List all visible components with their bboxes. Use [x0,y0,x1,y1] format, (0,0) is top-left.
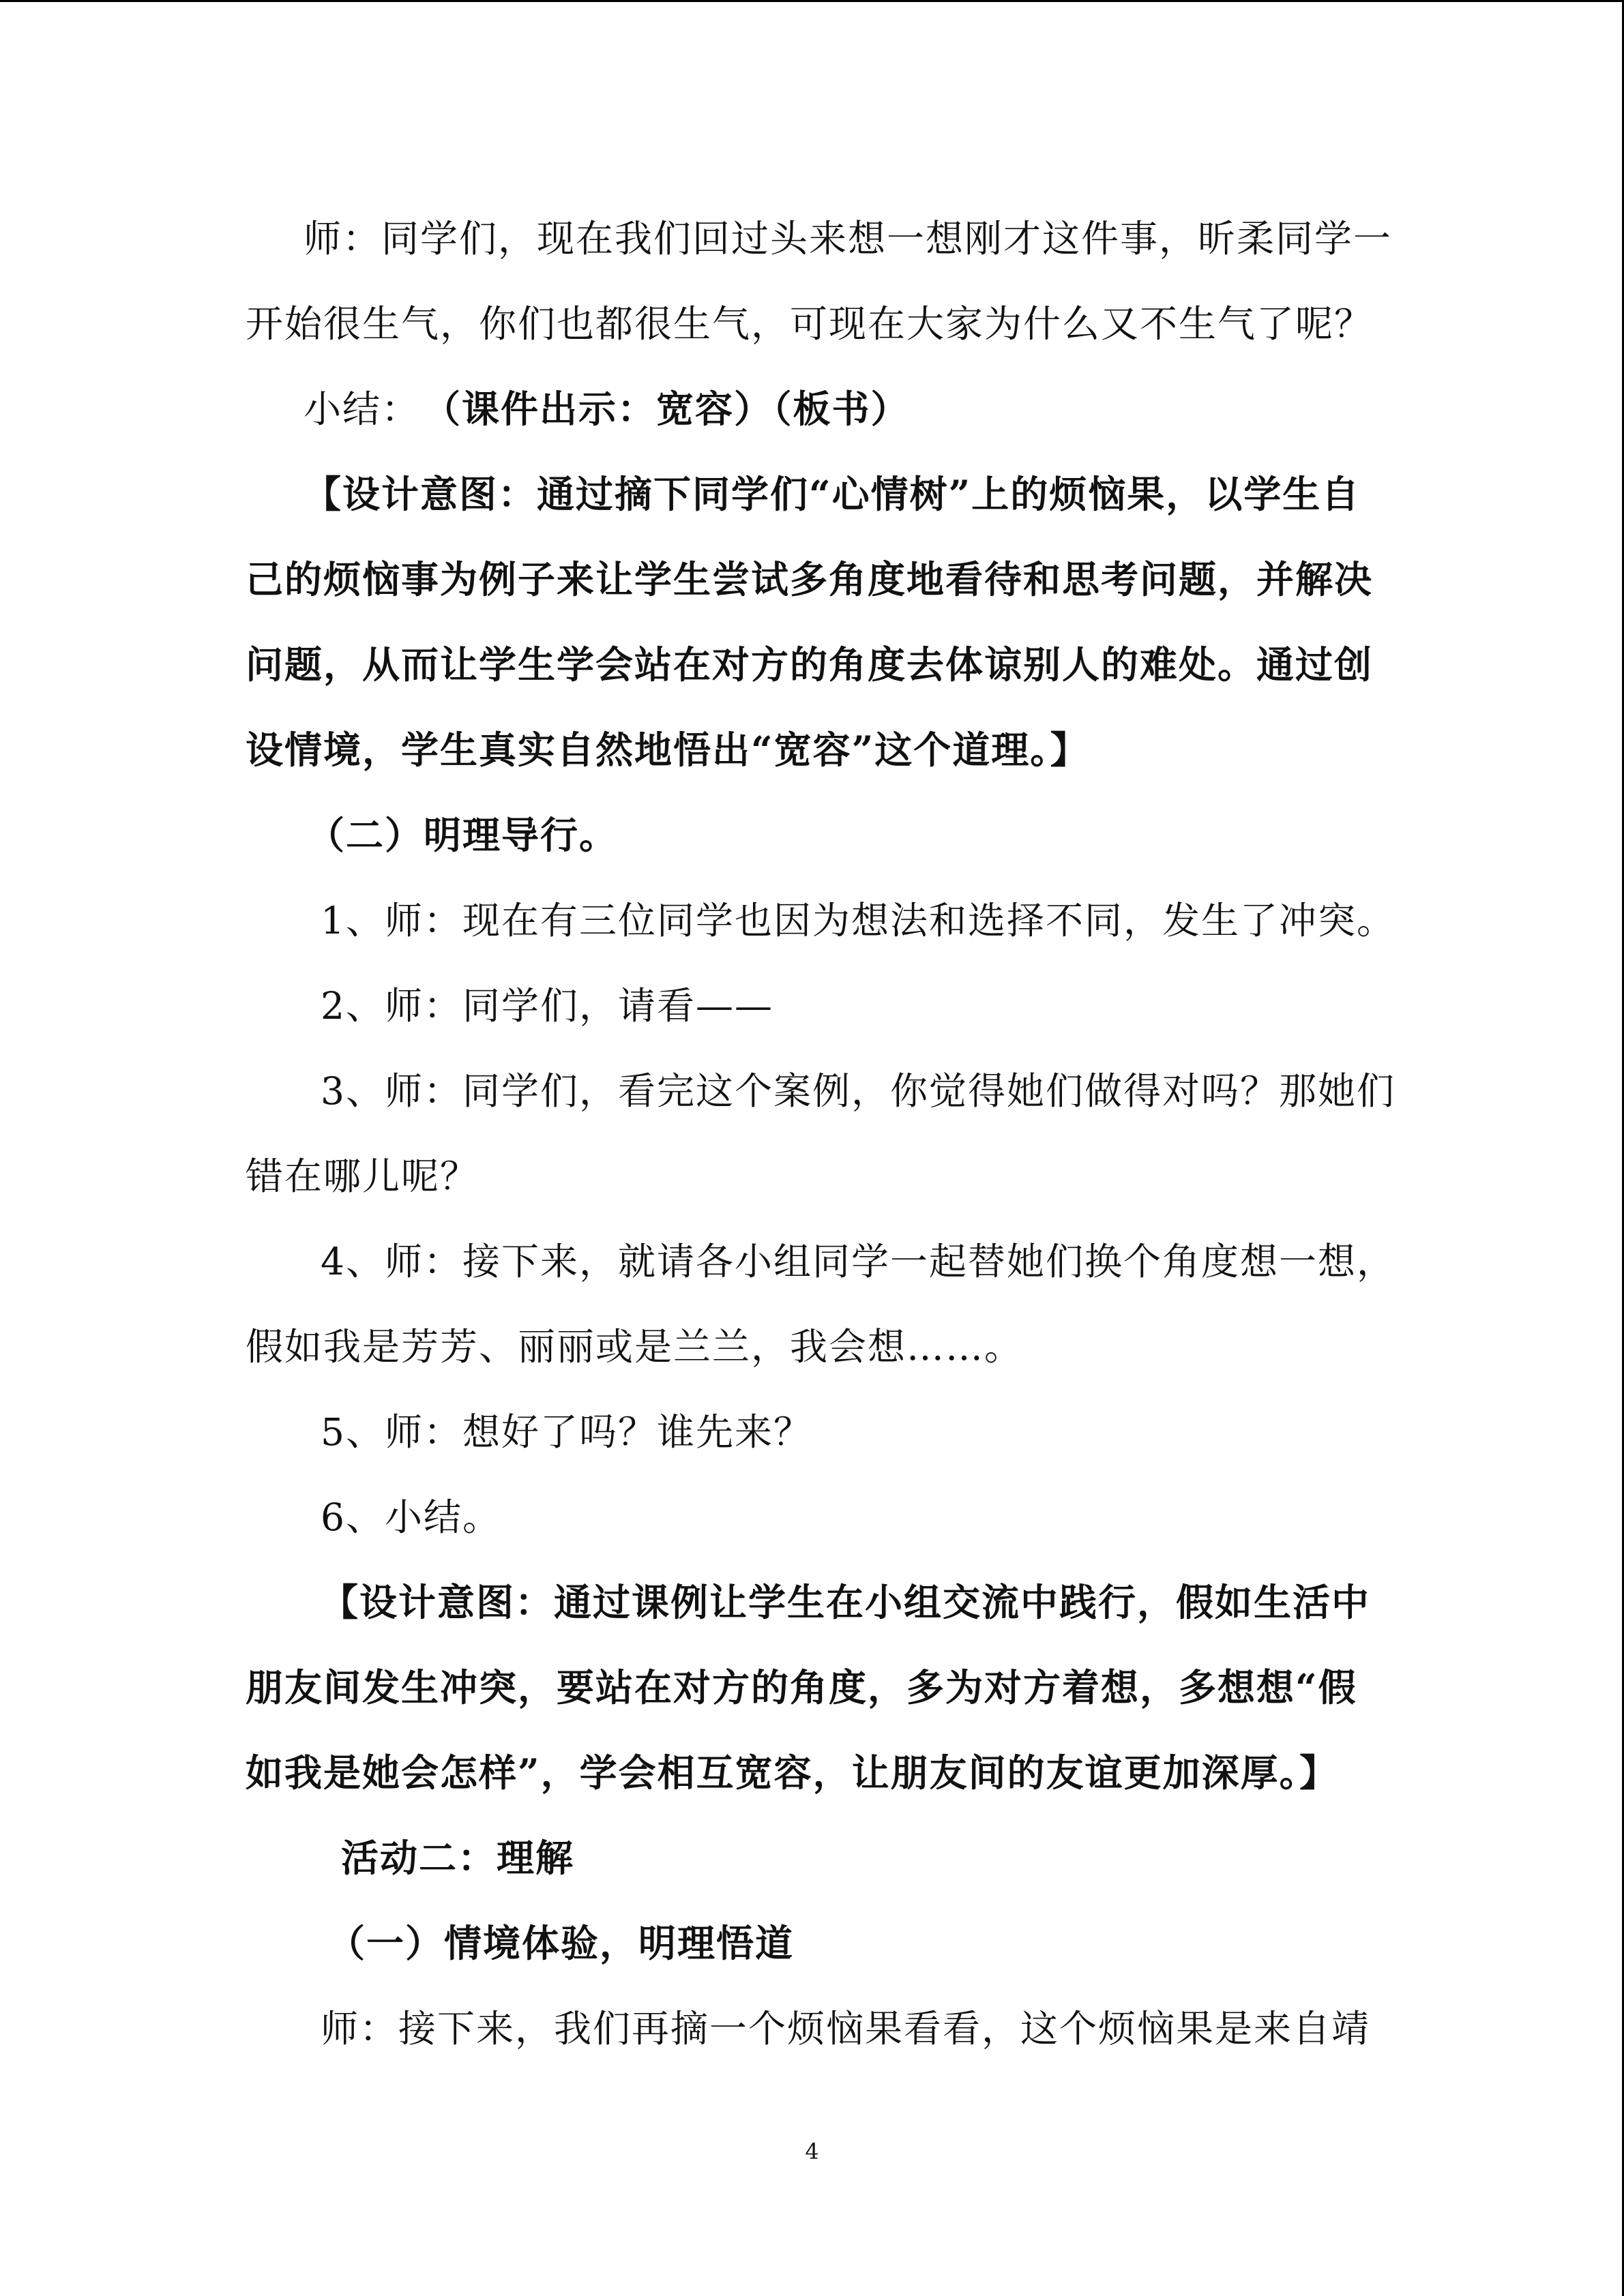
summary-courseware-note: （课件出示：宽容）（板书） [423,387,910,431]
activity-two-heading: 活动二：理解 [341,1836,575,1880]
design-intent-2-line-1: 【设计意图：通过课例让学生在小组交流中践行，假如生活中 [321,1580,1371,1624]
paragraph-line-1: 师：同学们，现在我们回过头来想一想刚才这件事，昕柔同学一 [304,217,1393,260]
page-number: 4 [805,2138,819,2164]
list-item-1: 1、师：现在有三位同学也因为想法和选择不同，发生了冲突。 [321,899,1396,942]
design-intent-line-3: 问题，从而让学生学会站在对方的角度去体谅别人的难处。通过创 [246,642,1374,687]
section-heading-mingli-daoxing: （二）明理导行。 [307,813,619,857]
summary-label: 小结： [304,387,421,431]
list-item-6: 6、小结。 [321,1495,501,1539]
list-item-3-continued: 错在哪儿呢？ [246,1154,479,1198]
paragraph-final-line: 师：接下来，我们再摘一个烦恼果看看，这个烦恼果是来自靖 [321,2007,1371,2051]
design-intent-line-1: 【设计意图：通过摘下同学们“心情树”上的烦恼果，以学生自 [304,472,1361,516]
design-intent-2-line-3: 如我是她会怎样”，学会相互宽容，让朋友间的友谊更加深厚。】 [246,1750,1339,1795]
design-intent-line-4: 设情境，学生真实自然地悟出“宽容”这个道理。】 [246,728,1089,772]
list-item-2: 2、师：同学们，请看—— [321,984,773,1028]
subsection-heading-situation: （一）情境体验，明理悟道 [327,1921,795,1965]
list-item-4: 4、师：接下来，就请各小组同学一起替她们换个角度想一想， [321,1240,1396,1283]
design-intent-line-2: 己的烦恼事为例子来让学生尝试多角度地看待和思考问题，并解决 [246,557,1374,601]
list-item-4-continued: 假如我是芳芳、丽丽或是兰兰，我会想……。 [246,1325,1024,1369]
page-top-border [0,0,1624,2]
list-item-5: 5、师：想好了吗？谁先来？ [321,1410,812,1454]
design-intent-2-line-2: 朋友间发生冲突，要站在对方的角度，多为对方着想，多想想“假 [246,1665,1357,1710]
paragraph-line-2: 开始很生气，你们也都很生气，可现在大家为什么又不生气了呢？ [246,302,1374,346]
list-item-3: 3、师：同学们，看完这个案例，你觉得她们做得对吗？那她们 [321,1069,1396,1113]
